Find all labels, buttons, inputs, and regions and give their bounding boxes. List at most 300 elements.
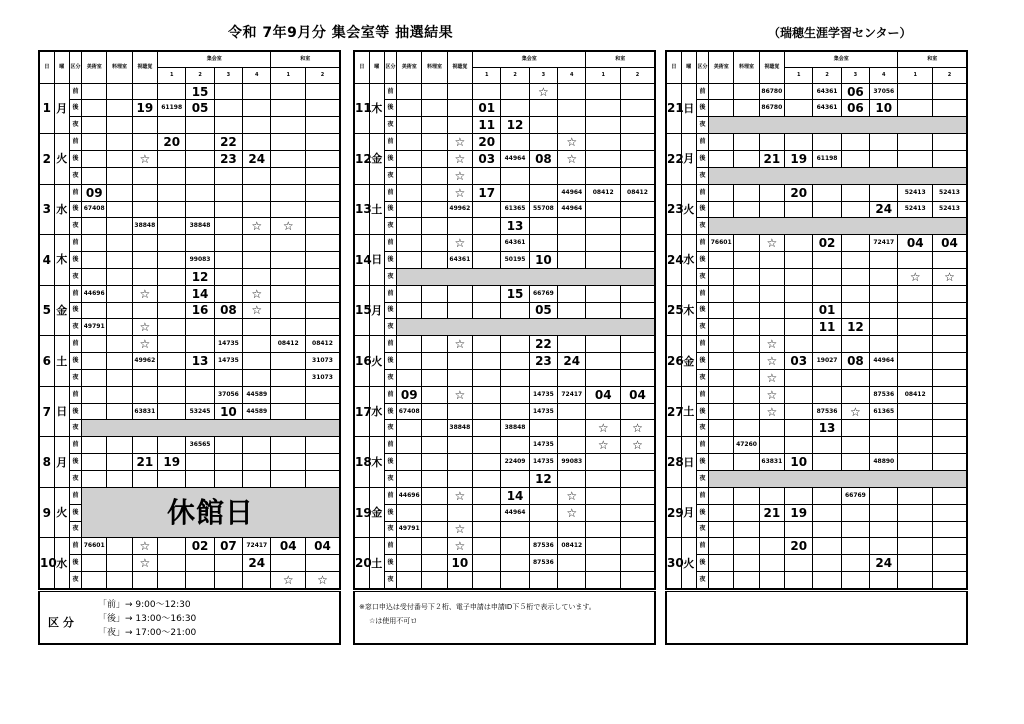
booking-cell: [813, 487, 841, 504]
booking-cell: [932, 572, 967, 589]
booking-cell: [186, 150, 214, 167]
booking-cell: 44589: [243, 386, 271, 403]
booking-cell: [709, 353, 734, 370]
booking-cell: [501, 100, 529, 117]
period-label: 後: [696, 403, 708, 420]
booking-cell: [841, 386, 869, 403]
period-label: 前: [696, 134, 708, 151]
booking-cell: 49962: [132, 353, 157, 370]
booking-cell: ☆: [447, 386, 472, 403]
header-art-room: 美術室: [397, 51, 422, 83]
booking-cell: 72417: [558, 386, 586, 403]
booking-cell: [586, 471, 620, 488]
booking-cell: [529, 521, 557, 538]
period-label: 前: [696, 437, 708, 454]
booking-cell: [132, 167, 157, 184]
period-label: 後: [384, 454, 396, 471]
booking-cell: [158, 83, 186, 100]
booking-cell: [932, 420, 967, 437]
booking-cell: [813, 252, 841, 269]
booking-cell: 08412: [558, 538, 586, 555]
period-label: 前: [384, 83, 396, 100]
booking-cell: [82, 403, 107, 420]
booking-cell: 19: [132, 100, 157, 117]
booking-cell: [558, 437, 586, 454]
booking-cell: [186, 555, 214, 572]
header-day: 日: [354, 51, 369, 83]
booking-cell: 10: [785, 454, 813, 471]
booking-cell: [620, 150, 655, 167]
booking-cell: [82, 336, 107, 353]
day-number: 6: [39, 336, 54, 387]
booking-cell: [422, 504, 447, 521]
booking-cell: [82, 353, 107, 370]
booking-cell: [898, 83, 932, 100]
booking-cell: [620, 572, 655, 589]
booking-cell: [709, 302, 734, 319]
booking-cell: [473, 167, 501, 184]
booking-cell: [932, 336, 967, 353]
booking-cell: [82, 572, 107, 589]
day-number: 21: [666, 83, 681, 134]
weekday: 金: [369, 487, 384, 538]
booking-cell: ☆: [841, 403, 869, 420]
period-label: 前: [384, 538, 396, 555]
booking-cell: [501, 83, 529, 100]
booking-cell: [734, 134, 759, 151]
booking-cell: [158, 201, 186, 218]
booking-cell: [82, 437, 107, 454]
booking-cell: [422, 336, 447, 353]
booking-cell: [158, 572, 186, 589]
booking-cell: [107, 218, 132, 235]
booking-cell: [305, 302, 340, 319]
booking-cell: 14735: [529, 386, 557, 403]
booking-cell: [841, 572, 869, 589]
booking-cell: [422, 369, 447, 386]
booking-cell: [214, 454, 242, 471]
booking-cell: ☆: [558, 504, 586, 521]
header-japanese-room: 和室: [271, 51, 340, 67]
booking-cell: [620, 201, 655, 218]
booking-cell: [501, 369, 529, 386]
day-number: 19: [354, 487, 369, 538]
booking-cell: [586, 369, 620, 386]
day-number: 5: [39, 285, 54, 336]
booking-cell: [271, 437, 305, 454]
period-label: 後: [696, 201, 708, 218]
booking-cell: [305, 252, 340, 269]
booking-cell: [709, 285, 734, 302]
booking-cell: [558, 218, 586, 235]
booking-cell: [620, 167, 655, 184]
booking-cell: [558, 521, 586, 538]
booking-cell: 21: [759, 150, 784, 167]
booking-cell: [620, 302, 655, 319]
booking-cell: [870, 150, 898, 167]
booking-cell: [558, 471, 586, 488]
booking-cell: [214, 235, 242, 252]
booking-cell: [158, 218, 186, 235]
booking-cell: [759, 268, 784, 285]
day-number: 30: [666, 538, 681, 589]
booking-cell: 09: [82, 184, 107, 201]
booking-cell: [214, 117, 242, 134]
booking-cell: [898, 285, 932, 302]
booking-cell: [932, 487, 967, 504]
booking-cell: [558, 117, 586, 134]
booking-cell: [82, 167, 107, 184]
booking-cell: [397, 454, 422, 471]
booking-cell: [501, 437, 529, 454]
booking-cell: [132, 252, 157, 269]
booking-cell: 44589: [243, 403, 271, 420]
booking-cell: 17: [473, 184, 501, 201]
period-label: 夜: [696, 572, 708, 589]
booking-cell: [422, 572, 447, 589]
period-label: 後: [69, 454, 81, 471]
booking-cell: [586, 117, 620, 134]
booking-cell: [932, 252, 967, 269]
booking-cell: [709, 538, 734, 555]
booking-cell: [932, 83, 967, 100]
booking-cell: 04: [305, 538, 340, 555]
booking-cell: [243, 369, 271, 386]
booking-cell: 13: [186, 353, 214, 370]
header-cooking-room: 料理室: [734, 51, 759, 83]
period-label: 夜: [696, 521, 708, 538]
booking-cell: [271, 184, 305, 201]
booking-cell: [709, 83, 734, 100]
booking-cell: [397, 218, 422, 235]
booking-cell: [132, 437, 157, 454]
booking-cell: [529, 184, 557, 201]
booking-cell: [243, 100, 271, 117]
booking-cell: 87536: [529, 538, 557, 555]
period-label: 後: [384, 403, 396, 420]
booking-cell: 14735: [529, 437, 557, 454]
booking-cell: [447, 454, 472, 471]
booking-cell: 48890: [870, 454, 898, 471]
header-period: 区分: [696, 51, 708, 83]
period-label: 前: [69, 386, 81, 403]
header-japanese-1: 1: [898, 67, 932, 83]
weekday: 木: [54, 235, 69, 286]
booking-cell: [422, 454, 447, 471]
booking-cell: [620, 285, 655, 302]
booking-cell: [898, 134, 932, 151]
booking-cell: [271, 134, 305, 151]
booking-cell: [759, 319, 784, 336]
booking-cell: ☆: [243, 302, 271, 319]
booking-cell: [271, 235, 305, 252]
booking-cell: 24: [870, 201, 898, 218]
day-number: 9: [39, 487, 54, 538]
booking-cell: [841, 302, 869, 319]
booking-cell: [132, 134, 157, 151]
booking-cell: 44964: [501, 150, 529, 167]
booking-cell: [898, 454, 932, 471]
weekday: 火: [369, 336, 384, 387]
booking-cell: [305, 184, 340, 201]
weekday: 火: [681, 538, 696, 589]
booking-cell: [734, 369, 759, 386]
booking-cell: [734, 302, 759, 319]
booking-cell: 24: [558, 353, 586, 370]
booking-cell: 06: [841, 100, 869, 117]
period-label: 夜: [384, 167, 396, 184]
booking-cell: [243, 167, 271, 184]
booking-cell: [501, 353, 529, 370]
booking-cell: [243, 252, 271, 269]
booking-cell: [305, 268, 340, 285]
day-number: 17: [354, 386, 369, 437]
booking-cell: [214, 268, 242, 285]
legend-label: 区 分: [48, 616, 74, 629]
booking-cell: 14: [186, 285, 214, 302]
period-label: 後: [69, 150, 81, 167]
booking-cell: [785, 386, 813, 403]
booking-cell: [214, 167, 242, 184]
booking-cell: [397, 353, 422, 370]
period-label: 夜: [384, 218, 396, 235]
booking-cell: [305, 555, 340, 572]
booking-cell: ☆: [620, 420, 655, 437]
weekday: 月: [54, 83, 69, 134]
booking-cell: [243, 319, 271, 336]
booking-cell: [620, 218, 655, 235]
booking-cell: [271, 150, 305, 167]
booking-cell: [132, 386, 157, 403]
booking-cell: 36565: [186, 437, 214, 454]
booking-cell: [785, 403, 813, 420]
weekday: 金: [681, 336, 696, 387]
booking-cell: [82, 471, 107, 488]
booking-cell: 31073: [305, 353, 340, 370]
weekday: 日: [681, 437, 696, 488]
booking-cell: [422, 471, 447, 488]
booking-cell: [214, 369, 242, 386]
period-label: 夜: [69, 218, 81, 235]
booking-cell: [132, 235, 157, 252]
period-label: 前: [384, 487, 396, 504]
booking-cell: [397, 201, 422, 218]
booking-cell: [397, 100, 422, 117]
booking-cell: [501, 538, 529, 555]
booking-cell: [501, 184, 529, 201]
booking-cell: [397, 150, 422, 167]
booking-cell: [271, 555, 305, 572]
booking-cell: [586, 555, 620, 572]
booking-cell: [898, 403, 932, 420]
booking-cell: 12: [501, 117, 529, 134]
booking-cell: [841, 437, 869, 454]
booking-cell: [305, 471, 340, 488]
booking-cell: [898, 555, 932, 572]
booking-cell: 19: [158, 454, 186, 471]
booking-cell: [932, 386, 967, 403]
booking-cell: 04: [620, 386, 655, 403]
booking-cell: [529, 420, 557, 437]
weekday: 日: [681, 83, 696, 134]
booking-cell: [158, 336, 186, 353]
booking-cell: [620, 353, 655, 370]
period-label: 夜: [384, 420, 396, 437]
booking-cell: 10: [447, 555, 472, 572]
booking-cell: [473, 471, 501, 488]
booking-cell: [785, 83, 813, 100]
booking-cell: 11: [813, 319, 841, 336]
booking-cell: [186, 386, 214, 403]
booking-cell: [186, 319, 214, 336]
booking-cell: 14735: [214, 336, 242, 353]
blank-footer-box: [665, 591, 968, 645]
booking-cell: [870, 437, 898, 454]
booking-cell: [586, 285, 620, 302]
booking-cell: [107, 437, 132, 454]
booking-cell: [82, 302, 107, 319]
booking-cell: [501, 336, 529, 353]
booking-cell: [870, 521, 898, 538]
weekday: 土: [54, 336, 69, 387]
booking-cell: [759, 555, 784, 572]
booking-cell: [82, 252, 107, 269]
booking-cell: [271, 285, 305, 302]
period-label: 夜: [384, 268, 396, 285]
weekday: 月: [681, 134, 696, 185]
booking-cell: [501, 471, 529, 488]
booking-cell: ☆: [759, 353, 784, 370]
booking-cell: [932, 403, 967, 420]
booking-cell: [841, 538, 869, 555]
booking-cell: 24: [243, 150, 271, 167]
booking-cell: [841, 555, 869, 572]
booking-cell: ☆: [759, 235, 784, 252]
booking-cell: [107, 201, 132, 218]
booking-cell: [271, 252, 305, 269]
booking-cell: [898, 302, 932, 319]
header-weekday: 曜: [54, 51, 69, 83]
booking-cell: [586, 201, 620, 218]
booking-cell: [785, 319, 813, 336]
day-number: 11: [354, 83, 369, 134]
booking-cell: [734, 319, 759, 336]
booking-cell: [620, 504, 655, 521]
booking-cell: [841, 134, 869, 151]
booking-cell: [305, 454, 340, 471]
booking-cell: [473, 218, 501, 235]
booking-cell: [529, 504, 557, 521]
booking-cell: [785, 100, 813, 117]
booking-cell: [107, 454, 132, 471]
booking-cell: [422, 437, 447, 454]
booking-cell: [422, 201, 447, 218]
unavailable-row: [397, 319, 655, 336]
booking-cell: [305, 218, 340, 235]
booking-cell: [841, 201, 869, 218]
period-label: 夜: [69, 167, 81, 184]
booking-cell: [158, 268, 186, 285]
booking-cell: [898, 100, 932, 117]
period-label: 夜: [384, 572, 396, 589]
booking-cell: ☆: [932, 268, 967, 285]
period-label: 前: [384, 134, 396, 151]
booking-cell: [107, 319, 132, 336]
booking-cell: [759, 285, 784, 302]
booking-cell: [397, 336, 422, 353]
weekday: 水: [54, 184, 69, 235]
booking-cell: [586, 521, 620, 538]
booking-cell: ☆: [759, 336, 784, 353]
booking-cell: 24: [243, 555, 271, 572]
booking-cell: [305, 117, 340, 134]
period-label: 前: [69, 285, 81, 302]
period-label: 前: [69, 235, 81, 252]
booking-cell: [558, 369, 586, 386]
booking-cell: [620, 117, 655, 134]
header-japanese-1: 1: [586, 67, 620, 83]
booking-cell: [305, 437, 340, 454]
booking-cell: 20: [158, 134, 186, 151]
booking-cell: [186, 134, 214, 151]
booking-cell: [107, 538, 132, 555]
booking-cell: 87536: [529, 555, 557, 572]
booking-cell: [813, 285, 841, 302]
booking-cell: ☆: [759, 386, 784, 403]
unavailable-row: [709, 167, 967, 184]
booking-cell: [422, 150, 447, 167]
period-label: 夜: [69, 471, 81, 488]
booking-cell: [447, 504, 472, 521]
booking-cell: [785, 268, 813, 285]
booking-cell: [870, 184, 898, 201]
booking-cell: 03: [473, 150, 501, 167]
booking-cell: [422, 403, 447, 420]
booking-cell: 61198: [813, 150, 841, 167]
period-label: 夜: [69, 117, 81, 134]
booking-cell: [397, 83, 422, 100]
booking-cell: [473, 83, 501, 100]
booking-cell: [529, 167, 557, 184]
booking-cell: [397, 302, 422, 319]
period-label: 夜: [696, 268, 708, 285]
booking-cell: [529, 100, 557, 117]
booking-cell: 38848: [186, 218, 214, 235]
weekday: 月: [369, 285, 384, 336]
booking-cell: ☆: [132, 538, 157, 555]
booking-cell: [501, 134, 529, 151]
weekday: 土: [681, 386, 696, 437]
period-label: 夜: [696, 117, 708, 134]
booking-cell: 20: [473, 134, 501, 151]
booking-cell: ☆: [132, 150, 157, 167]
booking-cell: [870, 369, 898, 386]
day-number: 15: [354, 285, 369, 336]
weekday: 土: [369, 184, 384, 235]
booking-cell: 20: [785, 538, 813, 555]
booking-cell: [586, 167, 620, 184]
booking-cell: [422, 555, 447, 572]
period-label: 前: [69, 437, 81, 454]
booking-cell: [473, 252, 501, 269]
booking-cell: 05: [529, 302, 557, 319]
booking-cell: [214, 572, 242, 589]
period-label: 前: [69, 487, 81, 504]
booking-cell: [473, 353, 501, 370]
booking-cell: [158, 538, 186, 555]
period-label: 後: [696, 150, 708, 167]
booking-cell: ☆: [620, 437, 655, 454]
